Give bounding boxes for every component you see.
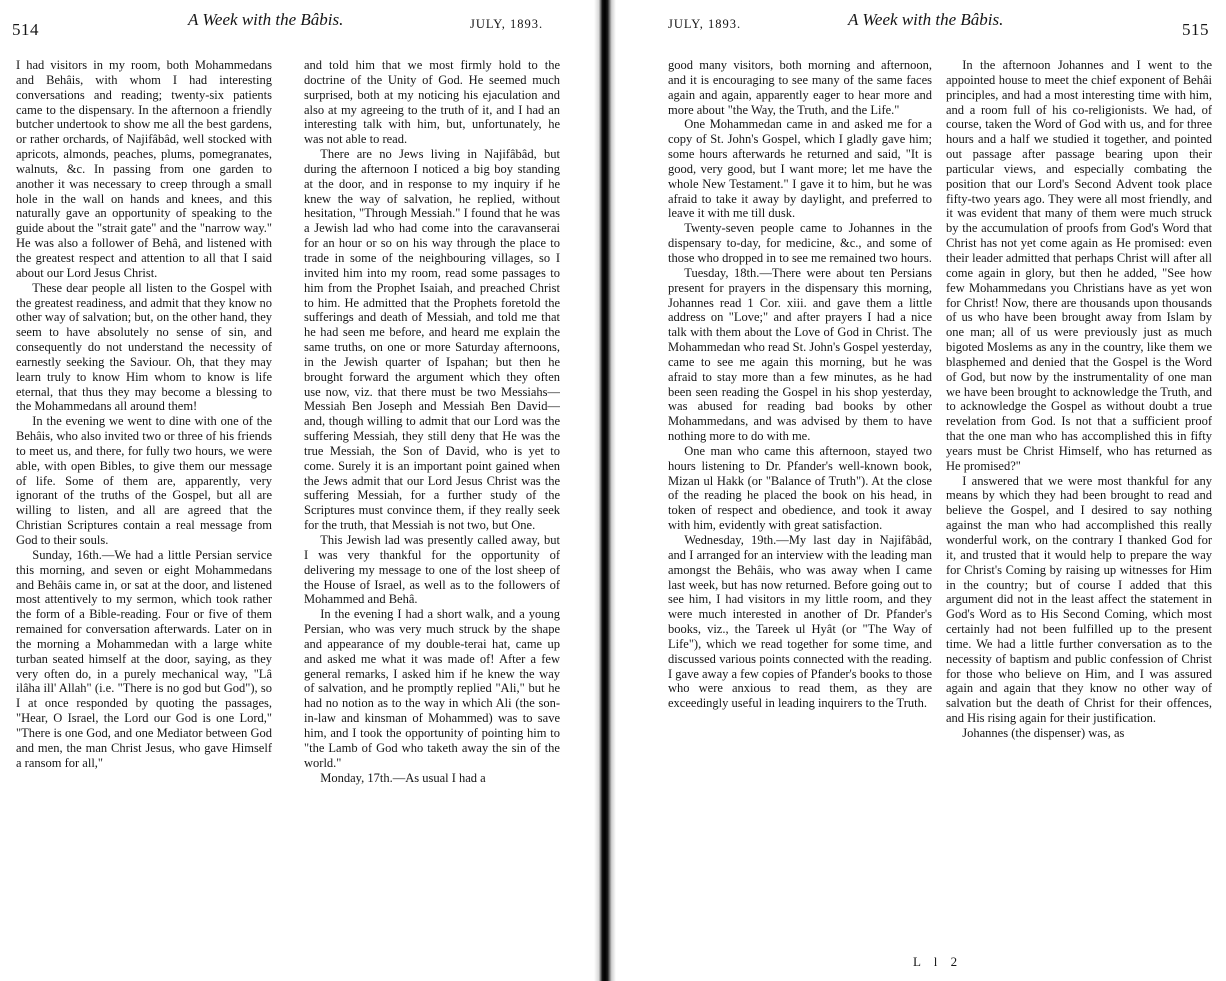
paragraph: One man who came this afternoon, stayed two hours listening to Dr. Pfander's well-known book, Mizan ul Hakk (or "Balance of Truth"). At the close of the reading he placed the book on his head, in token of respect and obedience, and took it away with him, evidently with great satisfaction.: [668, 443, 932, 533]
paragraph: Tuesday, 18th.—There were about ten Persians present for prayers in the dispensary this morning, Johannes read 1 Cor. xiii. and gave them a little address on "Love;" and after prayers I had a nice talk with them about the Love of God in Christ. The Mohammedan who read St. John's Gospel yesterday, came to see me again this morning, but he was afraid to stay more than a few minutes, as he had been seen reading the Gospel in his shop yesterday, was abused for reading bad books by other Mohammedans, and was advised by them to have nothing more to do with me.: [668, 265, 932, 444]
paragraph: I had visitors in my room, both Mohammedans and Behâis, with whom I had interesting conversations and reading; twenty-six patients came to the dispensary. In the afternoon a friendly butcher undertook to show me all the best gardens, or rather orchards, of Najifâbâd, well stocked with apricots, almonds, peaches, plums, pomegranates, walnuts, &c. In passing from one garden to another it was necessary to creep through a small hole in the wall on hands and knees, and this naturally gave an opportunity of speaking to the guide about the "strait gate" and the "narrow way." He was also a follower of Behâ, and listened with the greatest respect and attention to all that I said about our Lord Jesus Christ.: [16, 58, 272, 280]
paragraph: good many visitors, both morning and afternoon, and it is encouraging to see many of the same faces again and again, apparently eager to hear more and more about "the Way, the Truth, and the Life.": [668, 58, 932, 117]
paragraph: These dear people all listen to the Gospel with the greatest readiness, and admit that they know no other way of salvation; but, on the other hand, they seem to have absolutely no sense of sin, and consequently do not understand the necessity of earnestly seeking the Saviour. Oh, that they may learn truly to know Him whom to know is life eternal, that thus they may become a blessing to the Mohammedans all around them!: [16, 280, 272, 414]
book-gutter: [594, 0, 616, 981]
paragraph: In the afternoon Johannes and I went to the appointed house to meet the chief exponent of Behâi principles, and had a most interesting time with him, and a room full of his co-religionists. We had, of course, taken the Word of God with us, and for three hours and a half we studied it together, and pointed out passage after passage bearing upon their particular views, and especially combating the position that our Lord's Second Advent took place fifty-two years ago. They were all most friendly, and it was evident that many of them were much struck by the accumulation of proofs from God's Word that Christ has not yet come again as He promised: even their leader admitted that perhaps Christ will after all come again in glory, but then he added, "See how few Mohammedans you Christians have as yet won for Christ! Now, there are thousands upon thousands of us who have been brought away from Islam by one man; all of us were previously just as much bigoted Moslems as any in the country, like them we blasphemed and denied that the Gospel is the Word of God, but now by the instrumentality of one man we have been brought to acknowledge the Truth, and to acknowledge the Gospel as without doubt a true revelation from God. Is not that a sufficient proof that the one man who has accomplished this in fifty years must be Christ Himself, who has returned as He promised?": [946, 58, 1212, 473]
left-column-1: [16, 58, 272, 970]
paragraph: This Jewish lad was presently called away, but I was very thankful for the opportunity of delivering my message to one of the lost sheep of the House of Israel, as well as to the followers of Mohammed and Behâ.: [304, 533, 560, 607]
right-column-1: [668, 58, 932, 951]
paragraph: One Mohammedan came in and asked me for a copy of St. John's Gospel, which I gladly gave him; some hours afterwards he returned and said, "It is good, very good, but I want more; let me have the whole New Testament." I gave it to him, but he was afraid to take it away by daylight, and preferred to leave it with me till dusk.: [668, 117, 932, 221]
right-page: [616, 0, 1226, 981]
paragraph: In the evening we went to dine with one of the Behâis, who also invited two or three of his friends to meet us, and there, for fully two hours, we were able, with open Bibles, to give them our message of life. Some of them are, apparently, very ignorant of the truths of the Gospel, but all are willing to listen, and all are agreed that the Christian Scriptures contain a real message from God to their souls.: [16, 414, 272, 547]
right-column-2: [946, 58, 1212, 951]
left-date: JULY, 1893.: [470, 17, 544, 31]
paragraph: There are no Jews living in Najifâbâd, but during the afternoon I noticed a big boy standing at the door, and in response to my inquiry if he knew the way of salvation, he replied, without hesitation, "Through Messiah." I found that he was a Jewish lad who had come into the caravanserai for an hour or so on his way through the place to trade in some of the neighbouring villages, so I invited him into my room, read some passages to him from the Prophet Isaiah, and preached Christ to him. He admitted that the Prophets foretold the sufferings and death of Messiah, and told me that he had seen me before, and heard me explain the same truths, on one or more Saturday afternoons, in the Jewish quarter of Ispahan; but then he brought forward the argument which they often use now, viz. that there must be two Messiahs—Messiah Ben Joseph and Messiah Ben David—and, though willing to admit that our Lord was the suffering Messiah, they still deny that He was the true Messiah, the Son of David, who is yet to come. Surely it is an important point gained when the Jews admit that our Lord Jesus Christ was the suffering Messiah, for a further study of the Scriptures must convince them, if they really seek for the truth, that Messiah is not two, but One.: [304, 147, 560, 533]
left-page: [0, 0, 594, 981]
paragraph: and told him that we most firmly hold to the doctrine of the Unity of God. He seemed much surprised, both at my noticing his ejaculation and also at my agreeing to the truth of it, and I had an interesting talk with him, but, unfortunately, he was not able to read.: [304, 58, 560, 147]
paragraph: Johannes (the dispenser) was, as: [962, 725, 1125, 740]
paragraph: Wednesday, 19th.—My last day in Najifâbâd, and I arranged for an interview with the leading man amongst the Behâis, who was away when I came last week, but has now returned. Before going out to see him, I had visitors in my little room, and they were much interested in another of Dr. Pfander's books, viz., the Tareek ul Hyât (or "The Way of Life"), which we read together for some time, and discussed various points connected with the reading. I gave away a few copies of Pfander's books to those who were anxious to read them, as they are exceedingly useful in leading inquirers to the Truth.: [668, 533, 932, 711]
paragraph: Monday, 17th.—As usual I had a: [320, 770, 486, 785]
signature-mark: L l 2: [913, 954, 963, 969]
right-page-number: 515: [1182, 20, 1209, 39]
left-column-2: [304, 58, 560, 970]
paragraph: Twenty-seven people came to Johannes in the dispensary to-day, for medicine, &c., and some of those who dropped in to see me remained two hours.: [668, 221, 932, 265]
left-running-title: A Week with the Bâbis.: [188, 10, 344, 29]
paragraph: In the evening I had a short walk, and a young Persian, who was very much struck by the shape and appearance of my double-terai hat, came up and asked me what it was made of! After a few general remarks, I asked him if he knew the way of salvation, and he promptly replied "Ali," but he had no notion as to the way in which Ali (the son-in-law and kinsman of Mohammed) was to save him, and I took the opportunity of pointing him to "the Lamb of God who taketh away the sin of the world.": [304, 607, 560, 770]
paragraph: Sunday, 16th.—We had a little Persian service this morning, and seven or eight Mohammedans and Behâis came in, or sat at the door, and listened most attentively to my sermon, which took rather the form of a Bible-reading. Four or five of them remained for conversation afterwards. Later on in the morning a Mohammedan with a large white turban seated himself at the door, saying, as they very often do, in a purely mechanical way, "Lâ ilâha ill' Allah" (i.e. "There is no god but God"), so I at once responded by quoting the passages, "Hear, O Israel, the Lord our God is one Lord," "There is one God, and one Mediator between God and men, the man Christ Jesus, who gave Himself a ransom for all,": [16, 547, 272, 770]
right-date: JULY, 1893.: [668, 17, 742, 31]
paragraph: I answered that we were most thankful for any means by which they had been brought to read and believe the Gospel, and I desired to say nothing against the man who had accomplished this really wonderful work, on the contrary I thanked God for it, and trusted that it would help to prepare the way for Christ's Coming by raising up witnesses for Him in the country; but of course I added that this argument did not in the least affect the statement in God's Word as to His Second Coming, which most certainly had not been fulfilled up to the present time. We had a little further conversation as to the necessity of baptism and public confession of Christ for those who believe on Him, and I was assured again and again that they know no other way of salvation but the death of Christ for their offences, and His rising again for their justification.: [946, 473, 1212, 726]
right-running-title: A Week with the Bâbis.: [848, 10, 1004, 29]
left-page-number: 514: [12, 20, 39, 39]
